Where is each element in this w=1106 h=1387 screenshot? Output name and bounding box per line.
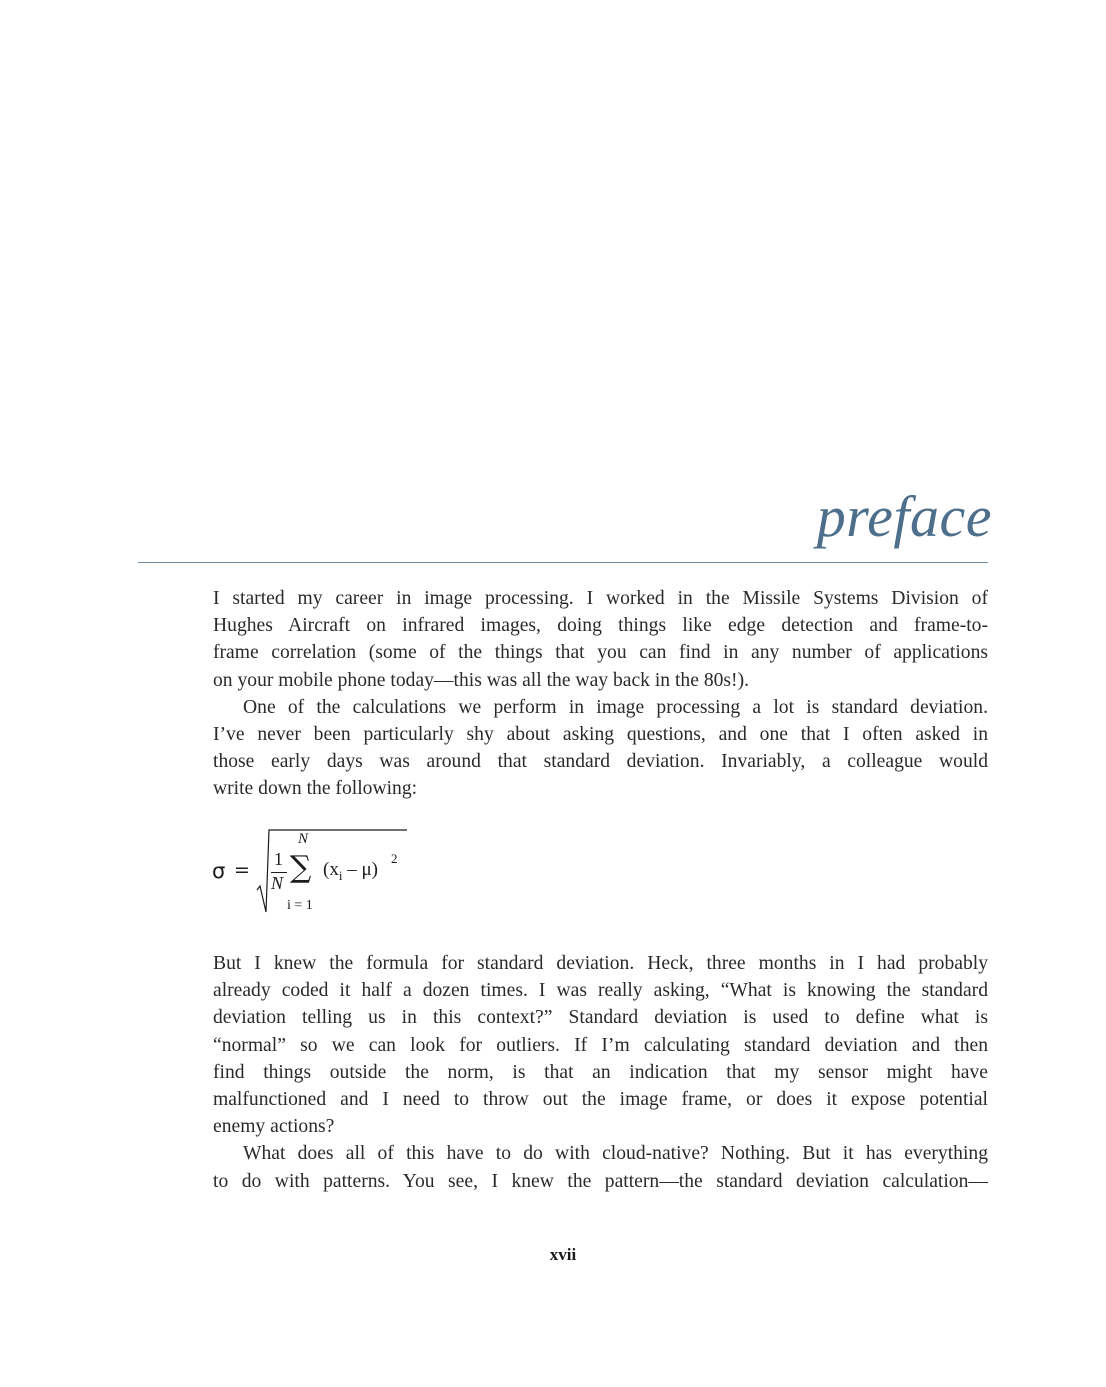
text-line: Hughes Aircraft on infrared images, doing things like edge detection and frame-to- bbox=[213, 615, 988, 637]
text-line: I started my career in image processing. I worked in the Missile Systems Division of bbox=[213, 588, 988, 609]
text-line: on your mobile phone today—this was all the way back in the 80s!). bbox=[213, 669, 749, 691]
text-line: enemy actions? bbox=[213, 1116, 335, 1138]
text-line: those early days was around that standard deviation. Invariably, a colleague would bbox=[213, 751, 988, 773]
text-line: What does all of this have to do with cloud-native? Nothing. But it has everything bbox=[243, 1143, 988, 1165]
formula-equals: = bbox=[234, 859, 250, 881]
formula-term bbox=[323, 859, 378, 884]
term-open: (x bbox=[323, 859, 339, 880]
text-line: I’ve never been particularly shy about asking questions, and one that I often asked in bbox=[213, 723, 988, 745]
paragraph bbox=[213, 694, 988, 803]
text-line: deviation telling us in this context?” Standard deviation is used to define what is bbox=[213, 1007, 988, 1029]
standard-deviation-formula bbox=[210, 825, 410, 920]
text-line: write down the following: bbox=[213, 778, 418, 800]
paragraph bbox=[213, 585, 988, 694]
text-line: One of the calculations we perform in image processing a lot is standard deviation. bbox=[243, 696, 988, 718]
text-line: to do with patterns. You see, I knew the pattern—the standard deviation calculation— bbox=[213, 1170, 988, 1192]
text-line: already coded it half a dozen times. I was really asking, “What is knowing the standard bbox=[213, 980, 988, 1002]
page-number: xvii bbox=[549, 1245, 577, 1264]
formula-sigma: σ bbox=[212, 859, 226, 883]
summation-icon: ∑ bbox=[290, 850, 312, 885]
paragraph bbox=[213, 1140, 988, 1194]
paragraph bbox=[213, 950, 988, 1140]
body-text-after-formula bbox=[213, 950, 988, 1195]
formula-numerator: 1 bbox=[274, 849, 283, 869]
formula-exponent: 2 bbox=[391, 851, 398, 866]
sum-upper-limit: N bbox=[298, 831, 309, 847]
text-line: find things outside the norm, is that an indication that my sensor might have bbox=[213, 1061, 988, 1083]
body-text-before-formula bbox=[213, 585, 988, 803]
text-line: malfunctioned and I need to throw out the image frame, or does it expose potential bbox=[213, 1088, 988, 1110]
text-line: But I knew the formula for standard deviation. Heck, three months in I had probably bbox=[213, 953, 988, 974]
title-rule bbox=[138, 562, 988, 563]
term-subscript: i bbox=[338, 868, 343, 883]
chapter-title: preface bbox=[816, 484, 992, 549]
term-rest: – μ) bbox=[342, 859, 378, 880]
sum-lower-limit: i = 1 bbox=[287, 898, 313, 913]
text-line: “normal” so we can look for outliers. If I’m calculating standard deviation and then bbox=[213, 1034, 988, 1056]
text-line: frame correlation (some of the things that you can find in any number of applications bbox=[213, 642, 988, 664]
formula-denominator: N bbox=[271, 873, 284, 893]
